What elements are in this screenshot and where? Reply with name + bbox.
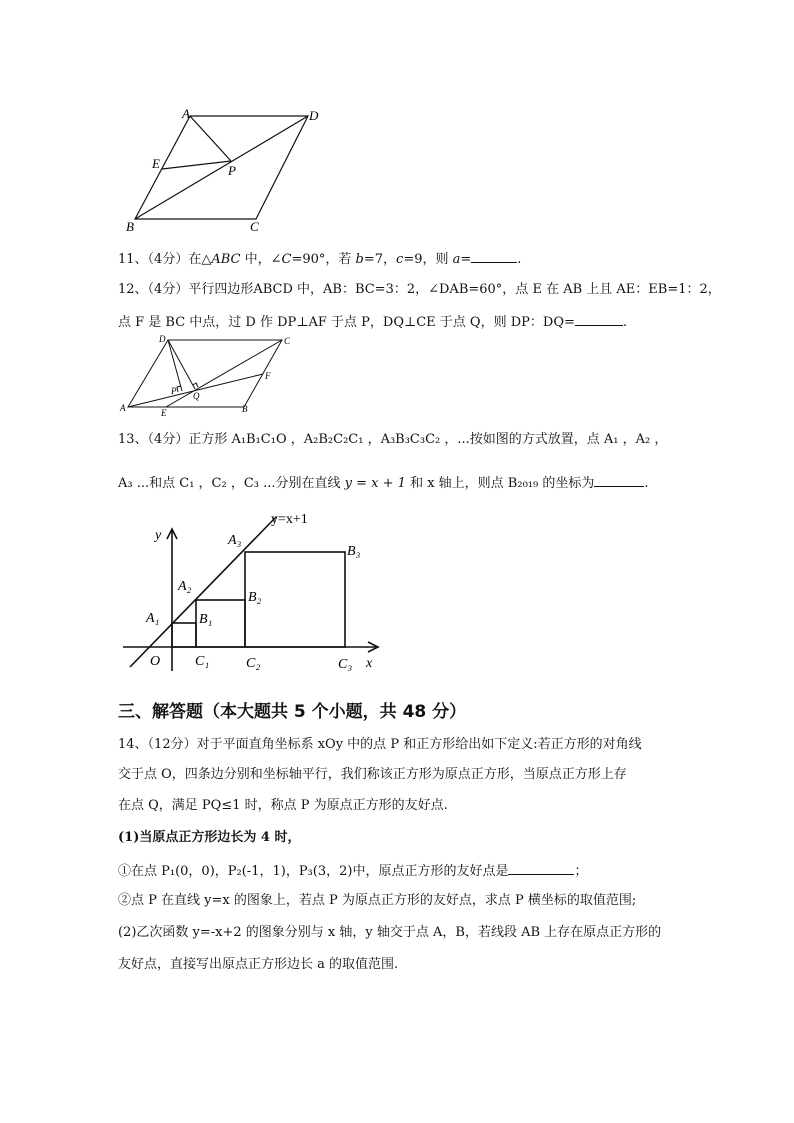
q13-answer-blank[interactable] <box>594 472 644 487</box>
q13-figure <box>118 505 388 677</box>
label-P: P <box>228 163 236 178</box>
q12-figure <box>116 332 306 418</box>
q11-abc: ABC <box>211 252 241 267</box>
q14-part1-2: ②点 P 在直线 y=x 的图象上，若点 P 为原点正方形的友好点，求点 P 横坐标的取值范围; <box>118 893 637 908</box>
label-C-q12: C <box>284 336 291 346</box>
label-C: C <box>250 219 259 234</box>
q11-text: =7， <box>363 252 397 267</box>
q12-line2-text: 点 F 是 BC 中点，过 D 作 DP⊥AF 于点 P，DQ⊥CE 于点 Q，则 DP：DQ= <box>118 315 575 330</box>
section-3-title: 三、解答题（本大题共 5 个小题，共 48 分） <box>118 702 467 722</box>
label-D-q12: D <box>159 334 166 344</box>
q11-c-var: c <box>396 252 404 267</box>
square-1 <box>172 623 196 647</box>
label-B1: B₁ <box>199 612 213 627</box>
q13-line2 <box>118 472 648 494</box>
q11-answer-blank[interactable] <box>471 248 517 263</box>
q14-line1: 14、（12分）对于平面直角坐标系 xOy 中的点 P 和正方形给出如下定义:若正方形的对角线 <box>118 737 642 752</box>
label-C2: C₂ <box>246 656 261 671</box>
segment-DQ <box>168 340 195 389</box>
q14-line2: 交于点 O，四条边分别和坐标轴平行，我们称该正方形为原点正方形，当原点正方形上存 <box>118 767 627 782</box>
q11-text: 中，∠ <box>240 252 282 267</box>
parallelogram-ABCD-q12 <box>128 340 282 407</box>
q13-line2-text: A₃ ...和点 C₁ ，C₂ ，C₃ ...分别在直线 <box>118 476 345 491</box>
segment-DP <box>168 340 182 391</box>
q12-line2 <box>118 311 627 333</box>
y-axis-label: y <box>155 528 162 543</box>
q11-b: b <box>355 252 364 267</box>
q14-answer-blank[interactable] <box>508 860 574 875</box>
q11-text: = <box>460 252 472 267</box>
q11-text: =9，则 <box>403 252 453 267</box>
q14-line3: 在点 Q，满足 PQ≤1 时，称点 P 为原点正方形的友好点. <box>118 798 448 813</box>
label-C3: C₃ <box>338 657 353 672</box>
q11-a: a <box>452 252 461 267</box>
q14-part1: (1)当原点正方形边长为 4 时， <box>118 830 301 845</box>
label-A: A <box>182 106 190 121</box>
q11-end: . <box>517 252 522 267</box>
q13-line2-text: 和 x 轴上，则点 B₂₀₁₉ 的坐标为 <box>405 476 595 491</box>
q11-number: 11、（4分） <box>118 252 189 267</box>
label-Q-q12: Q <box>193 391 200 401</box>
question-11 <box>118 248 521 270</box>
q14-part2-line2: 友好点，直接写出原点正方形边长 a 的取值范围. <box>118 957 399 972</box>
q13-equation: y = x + 1 <box>344 476 406 491</box>
x-axis-label: x <box>366 656 373 671</box>
label-C1: C₁ <box>195 654 210 669</box>
label-B2: B₂ <box>248 590 262 605</box>
q11-text: 在△ <box>188 252 212 267</box>
q11-c: C <box>281 252 292 267</box>
parallelogram-figure <box>118 100 338 240</box>
line-label: y=x+1 <box>271 512 308 527</box>
q14-part2-line1: (2)乙次函数 y=-x+2 的图象分别与 x 轴，y 轴交于点 A，B，若线段 AB 上存在原点正方形的 <box>118 925 662 940</box>
label-B-q12: B <box>242 404 248 414</box>
q12-answer-blank[interactable] <box>575 311 623 326</box>
q12-end: . <box>622 315 628 330</box>
label-D: D <box>309 108 319 123</box>
label-P-q12: P <box>171 386 177 396</box>
q14-part1-1 <box>118 860 587 882</box>
label-E-q12: E <box>161 408 167 418</box>
label-A3: A₃ <box>228 533 242 548</box>
segment-AP <box>190 116 231 161</box>
q11-text: =90°，若 <box>291 252 356 267</box>
label-A-q12: A <box>120 403 126 413</box>
q14-part1-1-text: ①在点 P₁(0，0)，P₂(-1，1)，P₃(3，2)中，原点正方形的友好点是 <box>118 864 509 879</box>
label-F-q12: F <box>265 371 271 381</box>
q13-line1: 13、（4分）正方形 A₁B₁C₁O ，A₂B₂C₂C₁ ，A₃B₃C₃C₂ ，...按如图的方式放置，点 A₁ ，A₂ ， <box>118 432 668 447</box>
label-A1: A₁ <box>146 611 160 626</box>
q14-part1-1-end: ； <box>574 864 588 879</box>
label-B3: B₃ <box>347 544 361 559</box>
origin-label: O <box>150 654 161 669</box>
label-E: E <box>152 156 160 171</box>
label-A2: A₂ <box>178 579 192 594</box>
q13-end: . <box>644 476 649 491</box>
label-B: B <box>126 219 134 234</box>
q12-line1: 12、（4分）平行四边形ABCD 中，AB：BC=3：2，∠DAB=60°，点 E 在 AB 上且 AE：EB=1：2， <box>118 282 721 297</box>
